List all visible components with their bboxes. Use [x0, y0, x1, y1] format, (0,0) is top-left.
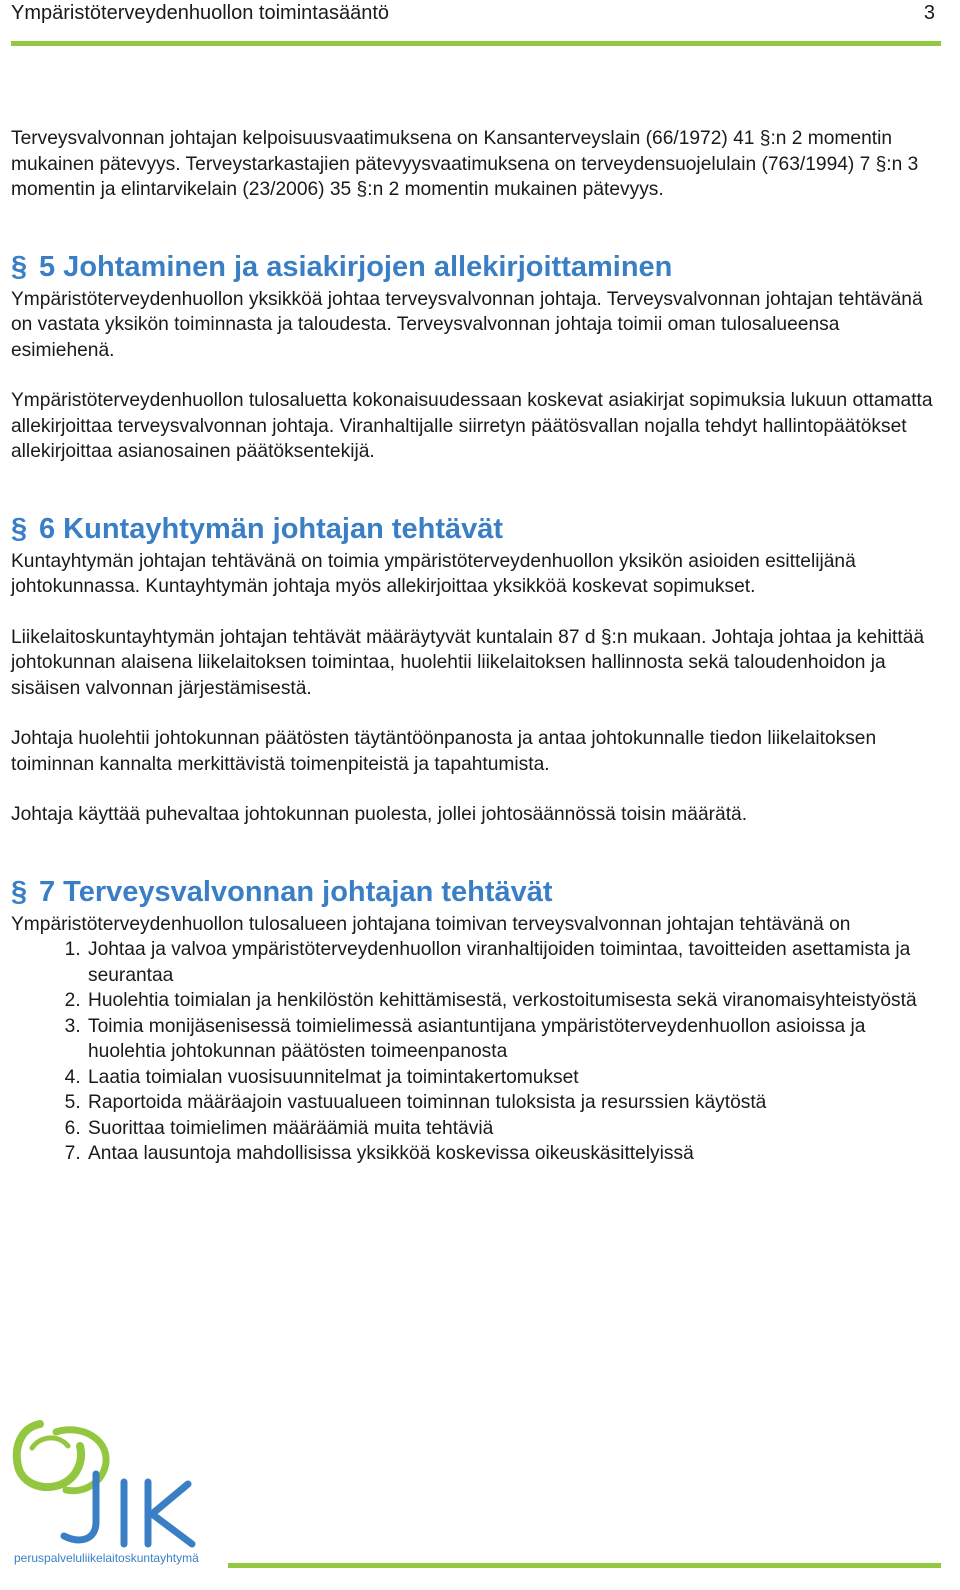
page-number: 3	[923, 2, 935, 24]
section-sign-icon: §	[11, 512, 28, 545]
header-divider	[11, 41, 941, 46]
intro-paragraph: Terveysvalvonnan johtajan kelpoisuusvaatimuksena on Kansanterveyslain (66/1972) 41 §:n 2 momentin mukainen pätevyys. Terveystarkastajien pätevyysvaatimuksena on terveydensuojelulain (763/1994) 7 §:n 3 momentin ja elintarvikelain (23/2006) 35 §:n 2 momentin mukainen pätevyys.	[11, 128, 919, 200]
section-7-title: 7 Terveysvalvonnan johtajan tehtävät	[39, 875, 553, 908]
section-7-heading	[11, 875, 936, 909]
section-5-title: 5 Johtaminen ja asiakirjojen allekirjoittaminen	[39, 250, 673, 283]
section-6-paragraph-1: Kuntayhtymän johtajan tehtävänä on toimia ympäristöterveydenhuollon yksikön asioiden esittelijänä johtokunnassa. Kuntayhtymän johtaja myös allekirjoittaa yksikköä koskevat sopimukset.	[11, 550, 856, 597]
logo-caption: peruspalveluliikelaitoskuntayhtymä	[14, 1551, 199, 1565]
section-6-title: 6 Kuntayhtymän johtajan tehtävät	[39, 512, 504, 545]
section-6-paragraph-4: Johtaja käyttää puhevaltaa johtokunnan puolesta, jollei johtosäännössä toisin määrätä.	[11, 804, 748, 825]
list-item: 4. Laatia toimialan vuosisuunnitelmat ja toimintakertomukset	[86, 1065, 936, 1091]
section-sign-icon: §	[11, 250, 28, 283]
list-item: 1. Johtaa ja valvoa ympäristöterveydenhuollon viranhaltijoiden toimintaa, tavoitteiden asettamista ja seurantaa	[86, 937, 936, 988]
list-item: 6. Suorittaa toimielimen määräämiä muita tehtäviä	[86, 1116, 936, 1142]
section-6-paragraph-2: Liikelaitoskuntayhtymän johtajan tehtävät määräytyvät kuntalain 87 d §:n mukaan. Johtaja johtaa ja kehittää johtokunnan alaisena liikelaitoksen toimintaa, huolehtii liikelaitoksen hallinnosta sekä taloudenhoidon ja sisäisen valvonnan järjestämisestä.	[11, 626, 925, 699]
footer-divider	[228, 1563, 941, 1568]
page-header	[11, 0, 941, 45]
list-item: 7. Antaa lausuntoja mahdollisissa yksikköä koskevissa oikeuskäsittelyissä	[86, 1141, 936, 1167]
list-item: 5. Raportoida määräajoin vastuualueen toiminnan tuloksista ja resurssien käytöstä	[86, 1090, 936, 1116]
section-6-heading	[11, 512, 936, 546]
duties-list	[11, 937, 936, 1167]
section-6-paragraph-3: Johtaja huolehtii johtokunnan päätösten täytäntöönpanosta ja antaa johtokunnalle tiedon liikelaitoksen toiminnan kannalta merkittävistä toimenpiteistä ja tapahtumista.	[11, 728, 877, 775]
section-5-paragraph-1: Ympäristöterveydenhuollon yksikköä johtaa terveysvalvonnan johtaja. Terveysvalvonnan johtajan tehtävänä on vastata yksikön toiminnasta ja taloudesta. Terveysvalvonnan johtaja toimii oman tulosalueensa esimiehenä.	[11, 288, 923, 361]
section-5-heading	[11, 250, 936, 284]
list-item: 2. Huolehtia toimialan ja henkilöstön kehittämisestä, verkostoitumisesta sekä viranomaisyhteistyöstä	[86, 988, 936, 1014]
jik-logo	[10, 1418, 220, 1573]
jik-logo-icon	[10, 1418, 220, 1553]
section-7-intro: Ympäristöterveydenhuollon tulosalueen johtajana toimivan terveysvalvonnan johtajan tehtävänä on	[11, 913, 851, 935]
section-sign-icon: §	[11, 875, 28, 908]
document-title: Ympäristöterveydenhuollon toimintasääntö	[11, 2, 389, 24]
document-body	[11, 126, 936, 1167]
section-5-paragraph-2: Ympäristöterveydenhuollon tulosaluetta kokonaisuudessaan koskevat asiakirjat sopimuksia lukuun ottamatta allekirjoittaa terveysvalvonnan johtaja. Viranhaltijalle siirretyn päätösvallan nojalla tehdyt hallintopäätökset allekirjoittaa asianosainen päätöksentekijä.	[11, 390, 933, 462]
list-item: 3. Toimia monijäsenisessä toimielimessä asiantuntijana ympäristöterveydenhuollon asioissa ja huolehtia johtokunnan päätösten toimeenpanosta	[86, 1014, 936, 1065]
